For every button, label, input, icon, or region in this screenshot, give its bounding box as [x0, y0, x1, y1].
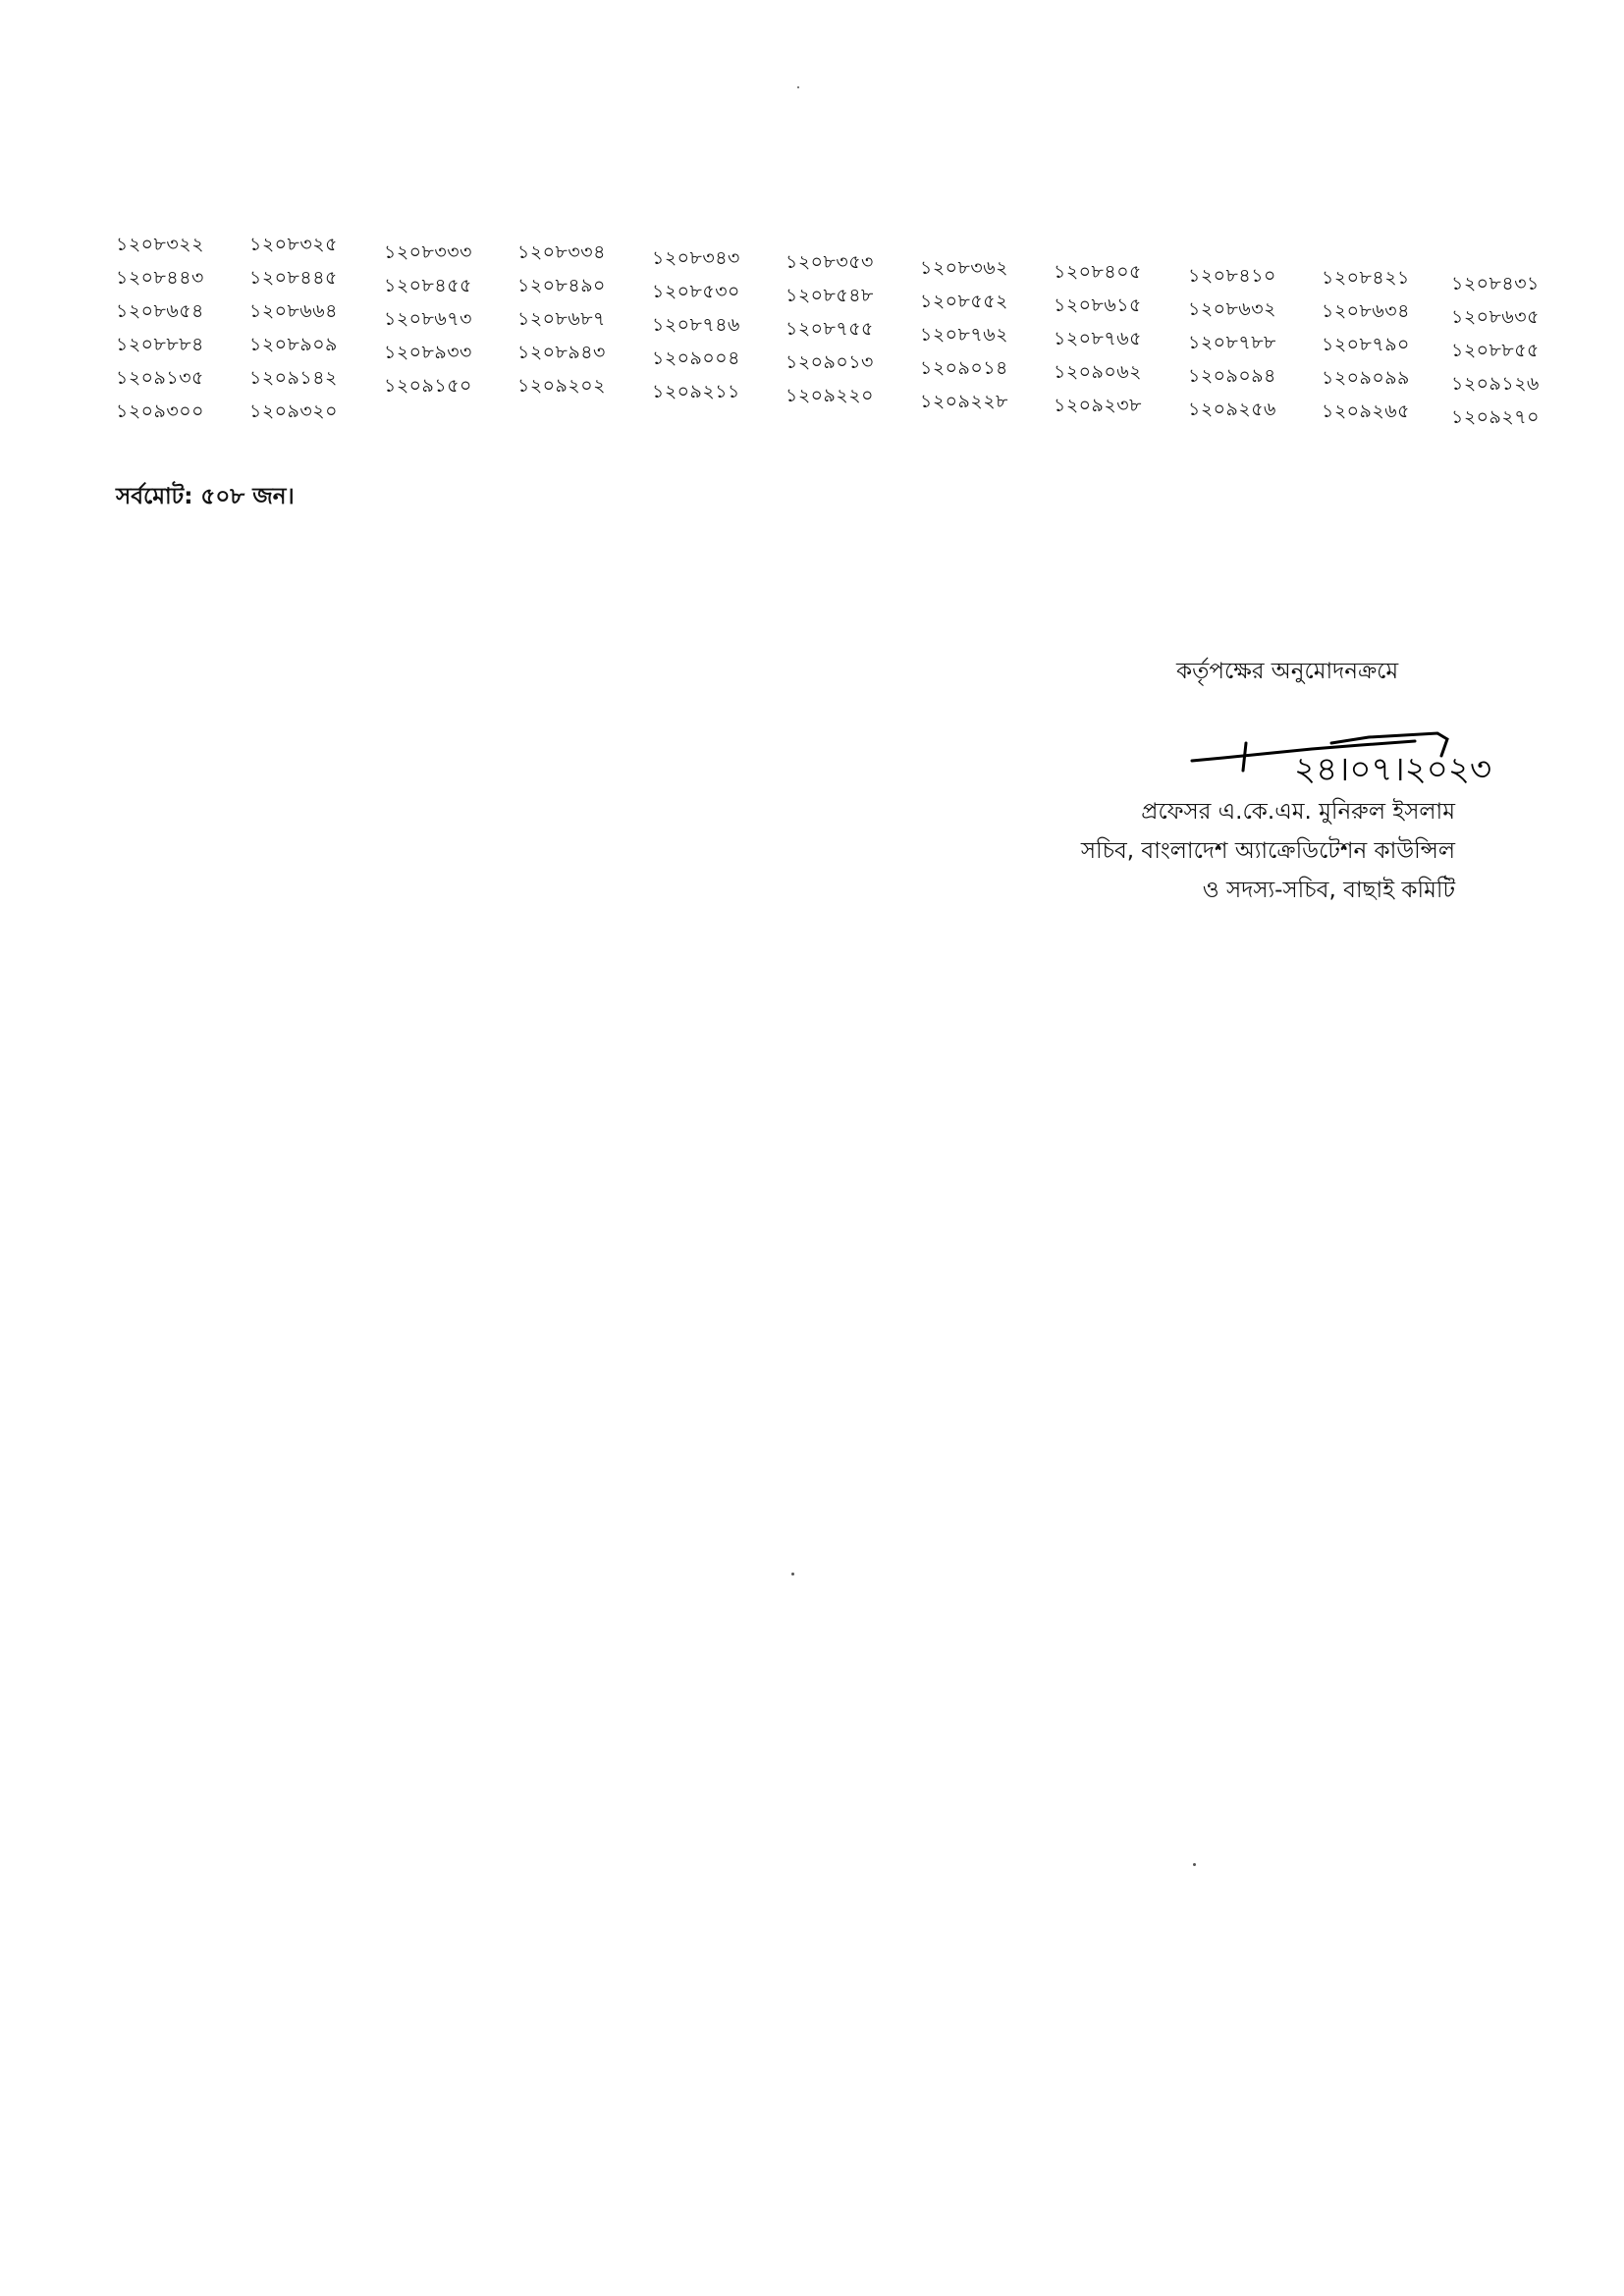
roll-number: ১২০৯০৬২: [1054, 361, 1142, 383]
roll-number: ১২০৮৬৩৫: [1451, 306, 1540, 328]
roll-number: ১২০৮৮৮৪: [116, 334, 204, 355]
signature-image: [1184, 721, 1528, 790]
roll-number: ১২০৯১২৬: [1451, 373, 1540, 395]
roll-number: ১২০৮৩২২: [116, 234, 204, 255]
roll-number: ১২০৮৩৪৩: [652, 247, 740, 269]
signature-date: ২৪।০৭।২০২৩: [1294, 750, 1492, 789]
roll-number: ১২০৮৪৯০: [517, 275, 606, 296]
roll-number: ১২০৮৩৫৩: [785, 251, 874, 273]
roll-number: ১২০৮৭৫৫: [785, 318, 874, 340]
roll-number: ১২০৮৩২৫: [249, 234, 338, 255]
roll-number: ১২০৮৯৩৩: [384, 342, 472, 363]
roll-number: ১২০৮৬৬৪: [249, 300, 338, 322]
roll-number: ১২০৮৭৬২: [920, 324, 1008, 346]
roll-column: [517, 236, 606, 402]
roll-column: [1188, 259, 1276, 426]
roll-number: ১২০৮৪৫৫: [384, 275, 472, 296]
roll-column: [384, 236, 472, 402]
roll-number: ১২০৮৮৫৫: [1451, 340, 1540, 361]
roll-number: ১২০৮৬১৫: [1054, 294, 1142, 316]
roll-number: ১২০৯১৪২: [249, 367, 338, 389]
roll-number: ১২০৯২৭০: [1451, 406, 1540, 428]
roll-number: ১২০৮৬৩৪: [1322, 300, 1410, 322]
signer-name: প্রফেসর এ.কে.এম. মুনিরুল ইসলাম: [1141, 799, 1455, 825]
roll-number: ১২০৯৩২০: [249, 400, 338, 422]
roll-number: ১২০৯০০৪: [652, 347, 740, 369]
roll-number: ১২০৯২৬৫: [1322, 400, 1410, 422]
roll-number: ১২০৮৪০৫: [1054, 261, 1142, 283]
roll-number: ১২০৯২২০: [785, 385, 874, 406]
signer-designation: সচিব, বাংলাদেশ অ্যাক্রেডিটেশন কাউন্সিল: [1080, 838, 1455, 864]
scan-speck: [1193, 1863, 1196, 1866]
roll-column: [785, 245, 874, 412]
roll-number: ১২০৮৯০৯: [249, 334, 338, 355]
roll-number: ১২০৯১৩৫: [116, 367, 204, 389]
roll-number: ১২০৮৬৫৪: [116, 300, 204, 322]
roll-number: ১২০৯০১৪: [920, 357, 1008, 379]
roll-number: ১২০৯২৫৬: [1188, 399, 1276, 420]
roll-number: ১২০৯২২৮: [920, 391, 1008, 412]
roll-number: ১২০৮৬৩২: [1188, 298, 1276, 320]
roll-number: ১২০৮৫৩০: [652, 281, 740, 302]
roll-number: ১২০৮৯৪৩: [517, 342, 606, 363]
roll-number: ১২০৮৪১০: [1188, 265, 1276, 287]
roll-number: ১২০৮৩৩৩: [384, 241, 472, 263]
roll-number: ১২০৮৫৪৮: [785, 285, 874, 306]
roll-number: ১২০৯২০২: [517, 375, 606, 397]
roll-number: ১২০৮৩৩৪: [517, 241, 606, 263]
roll-number: ১২০৯২১১: [652, 381, 740, 402]
roll-number: ১২০৯১৫০: [384, 375, 472, 397]
roll-number: ১২০৯০১৩: [785, 351, 874, 373]
roll-number: ১২০৮৭৪৬: [652, 314, 740, 336]
roll-column: [1054, 255, 1142, 422]
roll-number: ১২০৯২৩৮: [1054, 395, 1142, 416]
roll-number: ১২০৮৬৮৭: [517, 308, 606, 330]
roll-number: ১২০৯০৯৯: [1322, 367, 1410, 389]
total-count: সর্বমোট: ৫০৮ জন।: [116, 484, 295, 509]
roll-column: [1451, 267, 1540, 434]
roll-number: ১২০৮৭৯০: [1322, 334, 1410, 355]
roll-number: ১২০৮৪৩১: [1451, 273, 1540, 294]
roll-number: ১২০৮৩৬২: [920, 257, 1008, 279]
roll-number: ১২০৮৬৭৩: [384, 308, 472, 330]
roll-number: ১২০৮৫৫২: [920, 291, 1008, 312]
roll-number: ১২০৮৪৪৫: [249, 267, 338, 289]
roll-number: ১২০৮৭৮৮: [1188, 332, 1276, 353]
roll-column: [1322, 261, 1410, 428]
signer-committee-role: ও সদস্য-সচিব, বাছাই কমিটি: [1202, 878, 1455, 903]
roll-number: ১২০৯৩০০: [116, 400, 204, 422]
approval-note: কর্তৃপক্ষের অনুমোদনক্রমে: [1176, 659, 1399, 684]
roll-number: ১২০৮৪২১: [1322, 267, 1410, 289]
scan-speck: [791, 1573, 794, 1575]
roll-number: ১২০৮৪৪৩: [116, 267, 204, 289]
roll-column: [116, 228, 204, 428]
roll-column: [920, 251, 1008, 418]
roll-number: ১২০৯০৯৪: [1188, 365, 1276, 387]
roll-column: [652, 241, 740, 408]
scan-speck: [797, 86, 799, 88]
roll-column: [249, 228, 338, 428]
roll-number: ১২০৮৭৬৫: [1054, 328, 1142, 349]
